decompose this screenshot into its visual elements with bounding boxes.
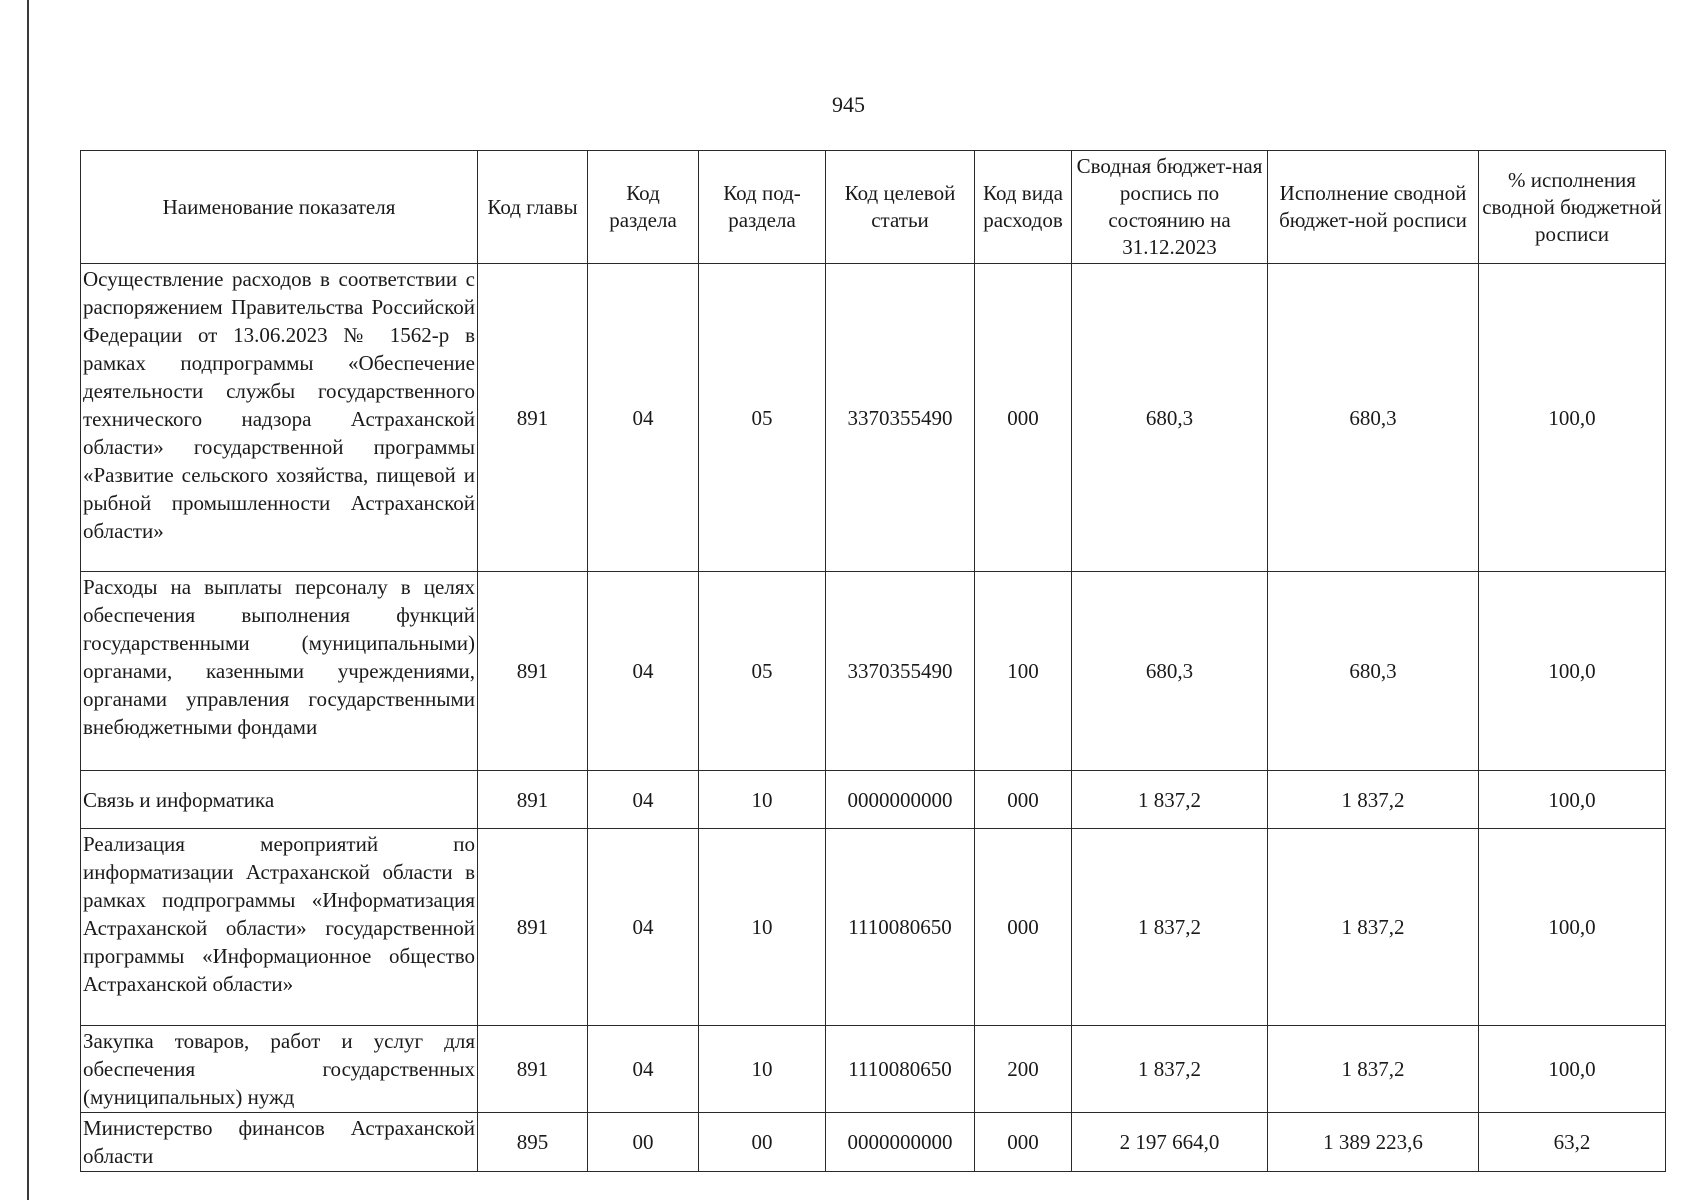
cell-section-code: 04 [588,829,699,1026]
cell-chapter-code: 891 [478,771,588,829]
cell-chapter-code: 891 [478,572,588,771]
cell-execution-percent: 63,2 [1479,1113,1666,1172]
cell-target-article-code: 0000000000 [826,771,975,829]
cell-expense-type-code: 000 [975,1113,1072,1172]
cell-budget-execution: 1 837,2 [1268,1026,1479,1113]
cell-section-code: 04 [588,1026,699,1113]
cell-subsection-code: 10 [699,771,826,829]
page-number: 945 [832,92,865,117]
cell-expense-type-code: 000 [975,771,1072,829]
cell-execution-percent: 100,0 [1479,771,1666,829]
cell-budget-execution: 680,3 [1268,264,1479,572]
budget-execution-table [80,150,1666,1172]
cell-indicator-name: Связь и информатика [81,771,478,829]
table-row [81,829,1666,1026]
cell-target-article-code: 3370355490 [826,572,975,771]
cell-budget-plan: 1 837,2 [1072,1026,1268,1113]
header-budget-plan: Сводная бюджет-ная роспись по состоянию на 31.12.2023 [1072,151,1268,264]
cell-target-article-code: 0000000000 [826,1113,975,1172]
cell-indicator-name: Министерство финансов Астраханской области [81,1113,478,1172]
cell-indicator-name: Закупка товаров, работ и услуг для обеспечения государственных (муниципальных) нужд [81,1026,478,1113]
left-margin-line [27,0,29,1200]
cell-budget-plan: 680,3 [1072,264,1268,572]
cell-expense-type-code: 100 [975,572,1072,771]
table-row [81,771,1666,829]
header-section-code: Код раздела [588,151,699,264]
cell-chapter-code: 895 [478,1113,588,1172]
cell-budget-plan: 1 837,2 [1072,829,1268,1026]
cell-indicator-name: Расходы на выплаты персоналу в целях обеспечения выполнения функций государственными (муниципальными) органами, казенными учреждениями, органами управления государственными внебюджетными фондами [81,572,478,771]
header-budget-execution: Исполнение сводной бюджет-ной росписи [1268,151,1479,264]
cell-target-article-code: 3370355490 [826,264,975,572]
cell-subsection-code: 10 [699,829,826,1026]
cell-section-code: 04 [588,771,699,829]
cell-subsection-code: 05 [699,264,826,572]
cell-budget-plan: 680,3 [1072,572,1268,771]
cell-indicator-name: Реализация мероприятий по информатизации Астраханской области в рамках подпрограммы «Информатизация Астраханской области» государственной программы «Информационное общество Астраханской области» [81,829,478,1026]
cell-budget-execution: 1 837,2 [1268,771,1479,829]
cell-subsection-code: 00 [699,1113,826,1172]
cell-execution-percent: 100,0 [1479,1026,1666,1113]
cell-expense-type-code: 000 [975,264,1072,572]
cell-subsection-code: 05 [699,572,826,771]
table-row [81,1113,1666,1172]
cell-budget-execution: 1 837,2 [1268,829,1479,1026]
table-header-row [81,151,1666,264]
cell-section-code: 04 [588,572,699,771]
cell-budget-execution: 680,3 [1268,572,1479,771]
table-row [81,572,1666,771]
table-row [81,264,1666,572]
cell-execution-percent: 100,0 [1479,829,1666,1026]
cell-target-article-code: 1110080650 [826,1026,975,1113]
header-execution-percent: % исполнения сводной бюджетной росписи [1479,151,1666,264]
cell-expense-type-code: 000 [975,829,1072,1026]
cell-expense-type-code: 200 [975,1026,1072,1113]
header-chapter-code: Код главы [478,151,588,264]
cell-execution-percent: 100,0 [1479,572,1666,771]
cell-budget-plan: 1 837,2 [1072,771,1268,829]
header-subsection-code: Код под-раздела [699,151,826,264]
header-expense-type-code: Код вида расходов [975,151,1072,264]
header-target-article-code: Код целевой статьи [826,151,975,264]
table-row [81,1026,1666,1113]
cell-indicator-name: Осуществление расходов в соответствии с распоряжением Правительства Российской Федерации от 13.06.2023 № 1562-р в рамках подпрограммы «Обеспечение деятельности службы государственного технического надзора Астраханской области» государственной программы «Развитие сельского хозяйства, пищевой и рыбной промышленности Астраханской области» [81,264,478,572]
cell-subsection-code: 10 [699,1026,826,1113]
cell-budget-plan: 2 197 664,0 [1072,1113,1268,1172]
cell-chapter-code: 891 [478,264,588,572]
cell-target-article-code: 1110080650 [826,829,975,1026]
cell-section-code: 04 [588,264,699,572]
cell-section-code: 00 [588,1113,699,1172]
cell-execution-percent: 100,0 [1479,264,1666,572]
cell-chapter-code: 891 [478,1026,588,1113]
cell-budget-execution: 1 389 223,6 [1268,1113,1479,1172]
cell-chapter-code: 891 [478,829,588,1026]
header-indicator-name: Наименование показателя [81,151,478,264]
